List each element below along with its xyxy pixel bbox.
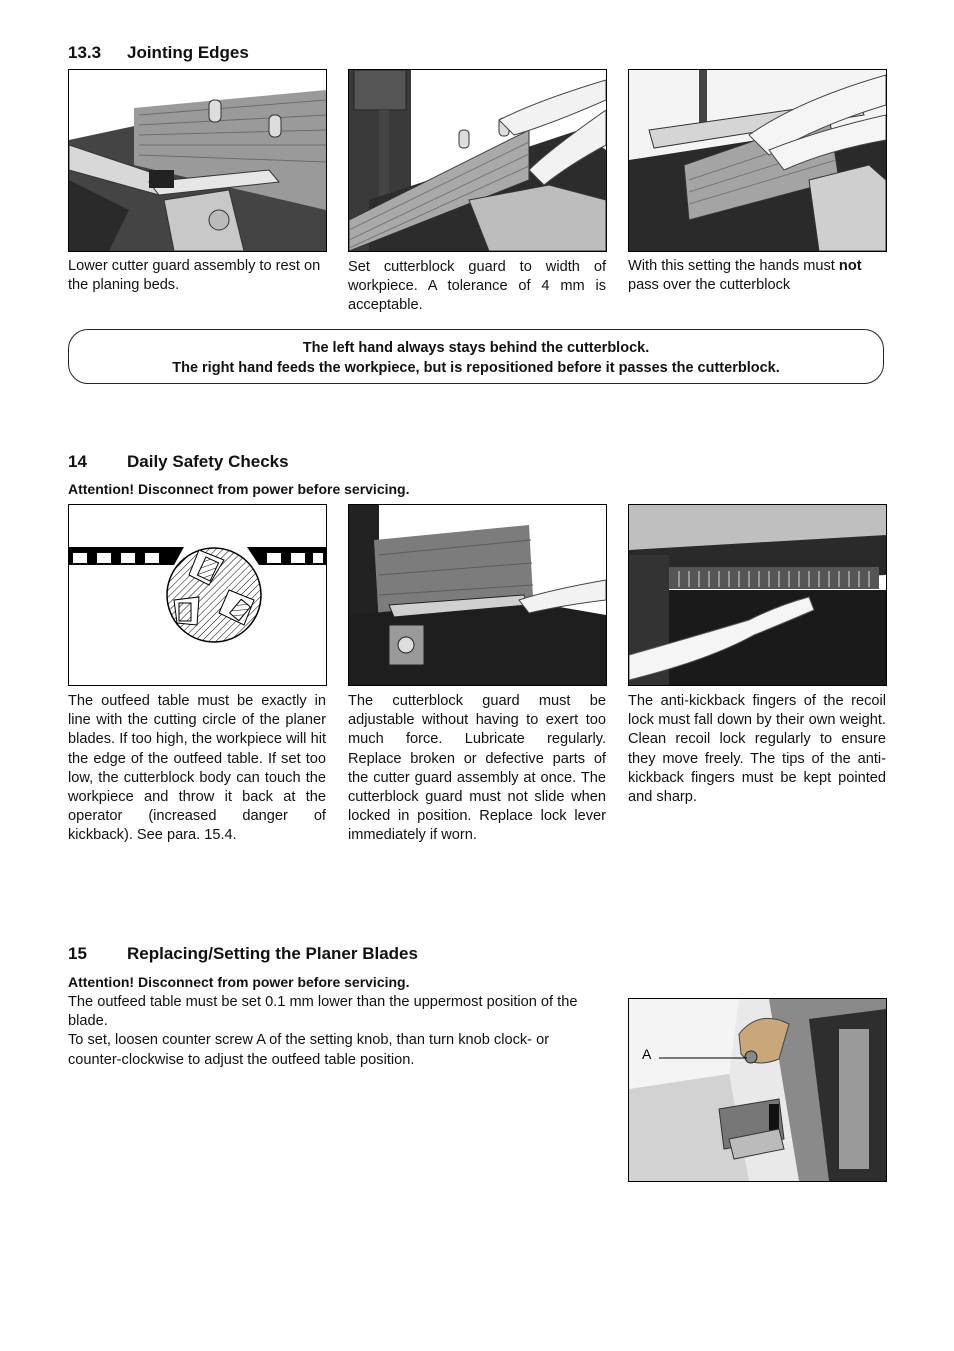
photo-setting-knob [628,998,887,1182]
caption-guard-adjustment: The cutterblock guard must be adjustable without having to exert too much force. Lubricate regularly. Replace broken or defective parts of the cutter guard assembly at once. The cutterblock guard must not slide when locked in position. Replace lock lever immediately if worn. [348,693,606,844]
caption-cutting-circle: The outfeed table must be exactly in line with the cutting circle of the planer blades. If too high, the workpiece will hit the edge of the outfeed table. If set too low, the cutterblock body can touch the workpiece and throw it back at the operator (increased danger of kickback). See para. 15.4. [68,693,326,844]
caption-text-post: pass over the cutterblock [628,277,791,294]
section-number: 14 [68,452,87,471]
section-title: Daily Safety Checks [127,452,289,471]
safety-note-box [68,329,884,384]
section-13-3-heading [68,43,249,63]
photo-guard-adjustment [348,504,607,686]
safety-note-line-1: The left hand always stays behind the cutterblock. [302,340,650,356]
caption-anti-kickback: The anti-kickback fingers of the recoil lock must fall down by their own weight. Clean recoil lock regularly to ensure they move freely. The tips of the anti-kickback fingers must be kept pointed and sharp. [628,693,886,806]
photo-label-a: A [642,1046,652,1062]
photo-anti-kickback-fingers [628,504,887,686]
photo-lower-cutter-guard [68,69,327,252]
attention-notice: Attention! Disconnect from power before servicing. [68,481,410,497]
safety-note-line-2: The right hand feeds the workpiece, but is repositioned before it passes the cutterblock. [172,359,780,376]
photo-hand-position [628,69,887,252]
paragraph-outfeed-setting: The outfeed table must be set 0.1 mm lower than the uppermost position of the blade. [68,994,578,1030]
caption-text-bold: not [838,258,862,274]
paragraph-setting-knob: To set, loosen counter screw A of the setting knob, than turn knob clock- or counter-clockwise to adjust the outfeed table position. [68,1032,550,1068]
section-number: 15 [68,944,87,963]
section-15-heading [68,944,418,964]
caption-text-pre: With this setting the hands must [628,258,839,274]
caption-hand-position [628,257,886,295]
caption-lower-cutter-guard: Lower cutter guard assembly to rest on the planing beds. [68,258,321,294]
photo-set-cutterblock-guard [348,69,607,252]
caption-set-cutterblock-guard: Set cutterblock guard to width of workpiece. A tolerance of 4 mm is acceptable. [348,259,606,314]
section-15-body [68,993,606,1070]
section-title: Replacing/Setting the Planer Blades [127,944,418,963]
section-title: Jointing Edges [127,43,249,62]
attention-notice: Attention! Disconnect from power before servicing. [68,974,410,990]
diagram-cutting-circle [68,504,327,686]
section-number: 13.3 [68,43,102,62]
section-14-heading [68,452,289,472]
